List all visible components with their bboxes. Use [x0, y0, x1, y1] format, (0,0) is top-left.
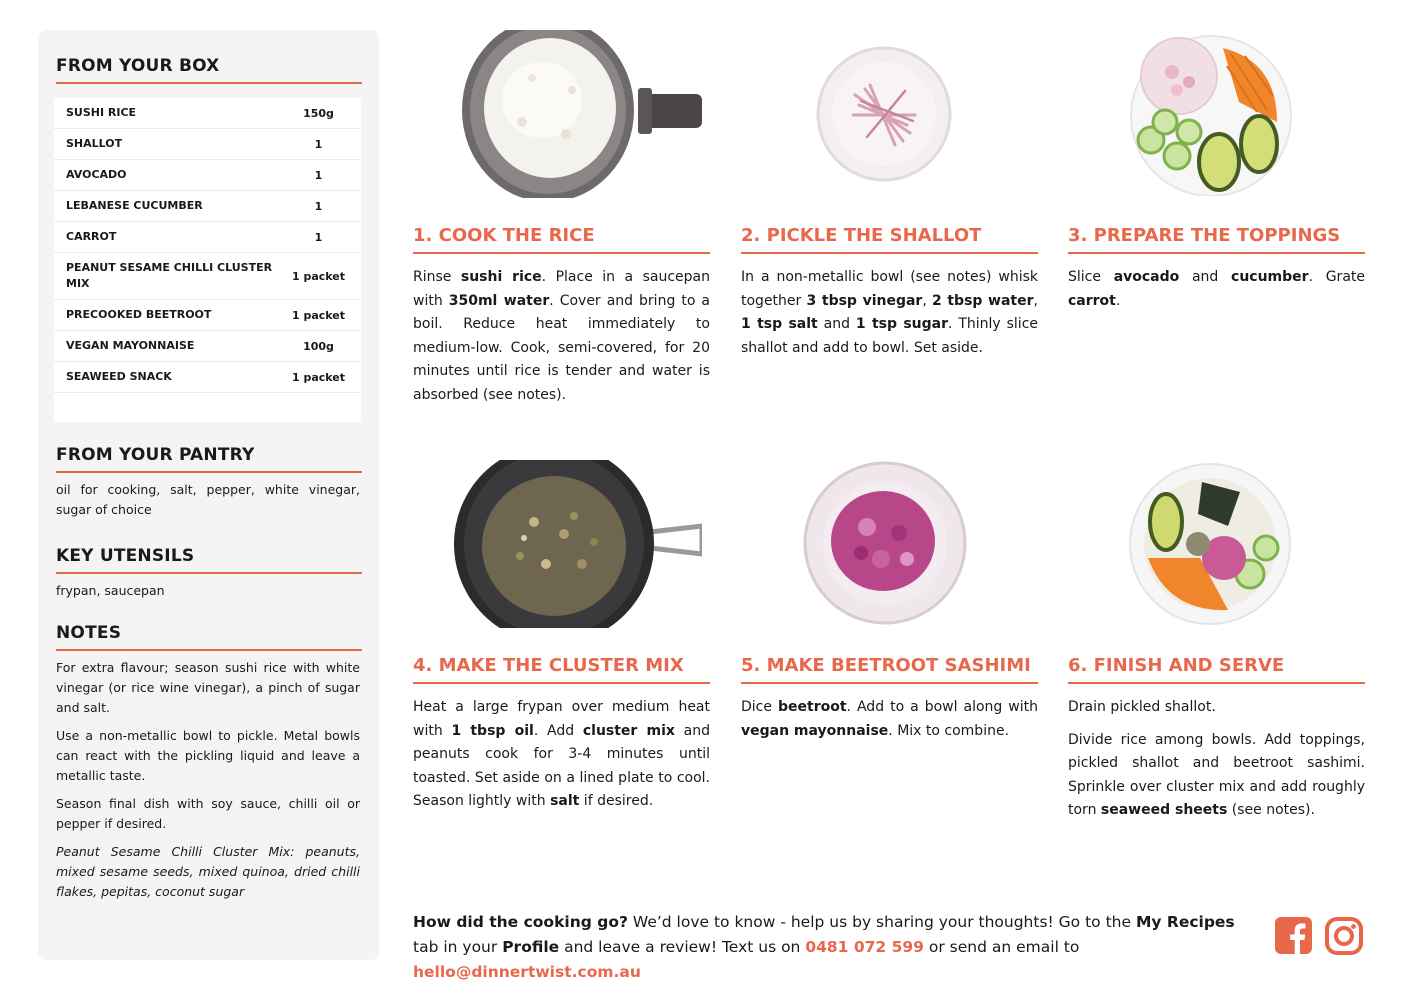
pantry-title: FROM YOUR PANTRY: [56, 445, 362, 473]
ingredient-quantity: 1: [314, 137, 323, 151]
step-5-title: 5. MAKE BEETROOT SASHIMI: [741, 655, 1038, 684]
step-text: ,: [922, 292, 932, 309]
footer-text: or send an email to: [923, 938, 1080, 956]
step-text: . Grate: [1308, 269, 1365, 285]
step-text: and: [1179, 269, 1232, 285]
bold-ingredient: salt: [550, 793, 580, 809]
step-3-body: [1068, 266, 1365, 322]
bold-ingredient: 2 tbsp water: [931, 292, 1034, 309]
step-paragraph: [1068, 266, 1365, 313]
ingredient-name: SUSHI RICE: [66, 106, 137, 119]
bold-ingredient: cluster mix: [582, 722, 675, 739]
step-6-title: 6. FINISH AND SERVE: [1068, 655, 1365, 684]
box-ingredient-row: [54, 300, 361, 331]
step-text: . Add to a bowl along with: [846, 699, 1038, 715]
ingredient-quantity: 100g: [303, 339, 334, 353]
footer-text: tab in your: [413, 938, 503, 956]
step-text: Slice: [1068, 269, 1114, 285]
step-1-body: [413, 266, 710, 416]
beetroot-bowl-image: [803, 461, 967, 629]
step-text: . Mix to combine.: [888, 722, 1010, 739]
step-text: Dice: [741, 699, 778, 715]
bold-ingredient: 350ml water: [448, 292, 550, 309]
feedback-question: How did the cooking go?: [413, 913, 628, 931]
utensils-text: frypan, saucepan: [56, 583, 165, 598]
step-paragraph: [741, 266, 1038, 360]
step-2-body: [741, 266, 1038, 369]
ingredient-quantity: 1 packet: [291, 269, 346, 283]
step-text: . Cover and bring to a boil. Reduce heat immediately to medium-low. Cook, semi-covered, for 20 minutes until rice is tender and water is absorbed (see notes).: [413, 292, 710, 403]
ingredient-quantity: 150g: [303, 106, 334, 120]
note-item: For extra flavour; season sushi rice with white vinegar (or rice wine vinegar), a pinch of sugar and salt.: [56, 660, 360, 715]
step-text: Drain pickled shallot.: [1068, 699, 1216, 715]
step-5-body: [741, 696, 1038, 752]
shallot-bowl-image: [815, 45, 953, 187]
ingredient-name: PEANUT SESAME CHILLI CLUSTER MIX: [66, 261, 273, 290]
note-item: Use a non-metallic bowl to pickle. Metal bowls can react with the pickling liquid and leave a metallic taste.: [56, 728, 360, 783]
step-text: . Add: [533, 722, 583, 739]
note-item: Season final dish with soy sauce, chilli oil or pepper if desired.: [56, 796, 360, 831]
ingredient-name: PRECOOKED BEETROOT: [66, 308, 212, 321]
utensils-title: KEY UTENSILS: [56, 546, 362, 574]
box-ingredient-row: [54, 253, 361, 300]
ingredient-quantity: 1: [314, 199, 323, 213]
bold-ingredient: 1 tbsp oil: [451, 722, 534, 739]
step-4-title: 4. MAKE THE CLUSTER MIX: [413, 655, 710, 684]
step-text: . Thinly slice shallot and add to bowl. Set aside.: [741, 316, 1038, 356]
ingredient-name: VEGAN MAYONNAISE: [66, 339, 195, 352]
toppings-plate-image: [1127, 32, 1295, 200]
instagram-icon[interactable]: [1325, 917, 1363, 959]
step-4-body: [413, 696, 710, 823]
finished-bowl-image: [1128, 462, 1292, 630]
box-title: FROM YOUR BOX: [56, 56, 362, 84]
box-ingredient-row: [54, 362, 361, 393]
bold-ingredient: 1 tsp salt: [741, 316, 818, 332]
box-ingredient-row: [54, 129, 361, 160]
step-3-title: 3. PREPARE THE TOPPINGS: [1068, 225, 1365, 254]
footer-text: and leave a review! Text us on: [559, 938, 806, 956]
step-text: Divide rice among bowls. Add toppings, pickled shallot and beetroot sashimi. Sprinkle over cluster mix and add roughly torn: [1068, 731, 1365, 818]
ingredient-quantity: 1: [314, 168, 323, 182]
cluster-mix-frypan-image: [454, 460, 702, 632]
step-text: (see notes).: [1227, 802, 1315, 818]
step-text: Rinse: [413, 269, 461, 285]
bold-ingredient: carrot: [1068, 292, 1116, 309]
facebook-icon[interactable]: [1275, 917, 1312, 958]
step-text: . Place in a saucepan with: [413, 269, 710, 309]
ingredient-quantity: 1: [314, 230, 323, 244]
notes-list: [56, 658, 360, 910]
ingredient-quantity: 1 packet: [291, 308, 346, 322]
email-link[interactable]: hello@dinnertwist.com.au: [413, 963, 641, 981]
step-paragraph: [413, 696, 710, 814]
rice-saucepan-image: [462, 30, 702, 202]
bold-ingredient: cucumber: [1231, 269, 1309, 285]
box-ingredients-table: [54, 98, 361, 422]
ingredient-name: LEBANESE CUCUMBER: [66, 199, 203, 212]
bold-ingredient: 1 tsp sugar: [855, 316, 948, 332]
step-text: and peanuts cook for 3-4 minutes until toasted. Set aside on a lined plate to cool. Season lightly with: [413, 722, 710, 809]
ingredient-name: SHALLOT: [66, 137, 123, 150]
step-text: Heat a large frypan over medium heat with: [413, 699, 710, 739]
note-item: Peanut Sesame Chilli Cluster Mix: peanuts, mixed sesame seeds, mixed quinoa, dried chilli flakes, pepitas, coconut sugar: [56, 844, 360, 899]
my-recipes-label: My Recipes: [1135, 913, 1235, 931]
bold-ingredient: vegan mayonnaise: [741, 722, 889, 739]
ingredient-quantity: 1 packet: [291, 370, 346, 384]
phone-link[interactable]: 0481 072 599: [805, 938, 924, 956]
box-ingredient-row: [54, 331, 361, 362]
step-paragraph: [1068, 696, 1365, 720]
step-text: In a non-metallic bowl (see notes) whisk together: [741, 269, 1038, 309]
footer-text: We’d love to know - help us by sharing your thoughts! Go to the: [627, 913, 1136, 931]
profile-label: Profile: [502, 938, 560, 956]
step-text: .: [1115, 292, 1121, 309]
step-paragraph: [413, 266, 710, 407]
ingredients-sidebar: [38, 30, 379, 960]
box-ingredient-row: [54, 98, 361, 129]
ingredient-name: CARROT: [66, 230, 117, 243]
step-2-title: 2. PICKLE THE SHALLOT: [741, 225, 1038, 254]
feedback-footer: [413, 910, 1263, 985]
pantry-text: oil for cooking, salt, pepper, white vinegar, sugar of choice: [56, 482, 360, 517]
step-paragraph: [1068, 729, 1365, 823]
step-1-title: 1. COOK THE RICE: [413, 225, 710, 254]
step-text: ,: [1033, 292, 1038, 309]
box-ingredient-row: [54, 222, 361, 253]
ingredient-name: SEAWEED SNACK: [66, 370, 172, 383]
ingredient-name: AVOCADO: [66, 168, 127, 181]
bold-ingredient: seaweed sheets: [1100, 802, 1228, 818]
box-ingredient-row: [54, 191, 361, 222]
step-6-body: [1068, 696, 1365, 832]
step-text: and: [817, 316, 856, 332]
notes-title: NOTES: [56, 623, 362, 651]
step-text: if desired.: [579, 793, 654, 809]
bold-ingredient: sushi rice: [460, 269, 542, 285]
bold-ingredient: 3 tbsp vinegar: [806, 292, 923, 309]
bold-ingredient: avocado: [1113, 269, 1180, 285]
step-paragraph: [741, 696, 1038, 743]
bold-ingredient: beetroot: [777, 699, 847, 715]
box-ingredient-row: [54, 160, 361, 191]
